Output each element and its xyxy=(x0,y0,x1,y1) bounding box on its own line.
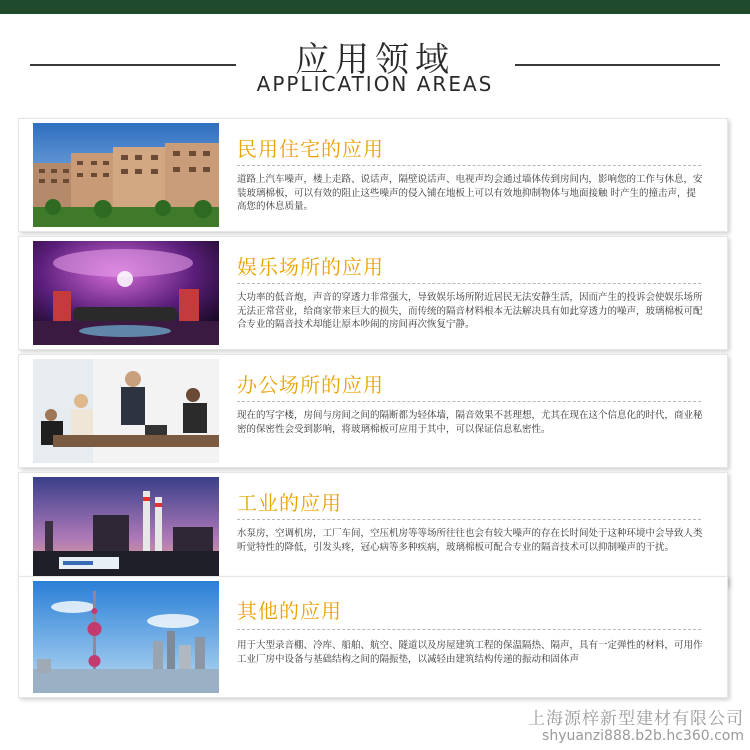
section-card-industrial xyxy=(18,472,728,586)
section-card-residential xyxy=(18,118,728,232)
section-text: 大功率的低音炮，声音的穿透力非常强大，导致娱乐场所附近居民无法安静生活，因而产生的投诉会使娱乐场所无法正常营业，给商家带来巨大的损失，而传统的隔音材料根本无法解决具有如此穿透力的噪声，玻璃棉板可配合专业的隔音技术却能让原本吵闹的房间再次恢复宁静。 xyxy=(237,292,703,330)
section-title: 其他的应用 xyxy=(237,599,342,623)
section-text: 道路上汽车噪声，楼上走路、说话声，隔壁说话声、电视声均会通过墙体传到房间内，影响您的工作与休息，安装玻璃棉板，可以有效的阻止这些噪声的侵入铺在地板上可以有效地抑制物体与地面接触 时产生的撞击声，提高您的休息质量。 xyxy=(237,174,703,212)
page-subtitle: APPLICATION AREAS xyxy=(256,72,494,96)
office-meeting-image xyxy=(33,359,219,463)
company-watermark: 上海源梓新型建材有限公司 xyxy=(528,709,744,729)
residential-buildings-image xyxy=(33,123,219,227)
city-skyline-tower-image xyxy=(33,581,219,693)
page-title: 应用领域 xyxy=(295,40,455,80)
section-divider xyxy=(237,283,701,284)
section-title: 工业的应用 xyxy=(237,491,342,515)
section-text: 水泵房，空调机房，工厂车间，空压机房等等场所往往也会有较大噪声的存在长时间处于这种环境中会导致人类听觉特性的降低，引发头疼，冠心病等多种疾病，玻璃棉板可配合专业的隔音技术可以抑制噪声的干扰。 xyxy=(237,528,703,553)
top-decor-bar xyxy=(0,0,750,14)
company-url-watermark: shyuanzi888.b2b.hc360.com xyxy=(542,728,744,744)
section-text: 用于大型录音棚、冷库、船舶、航空、隧道以及房屋建筑工程的保温隔热、隔声，具有一定弹性的材料，可用作工业厂房中设备与基础结构之间的隔振垫，以减轻由建筑结构传递的振动和固体声 xyxy=(237,640,703,665)
section-title: 娱乐场所的应用 xyxy=(237,255,384,279)
industrial-plant-image xyxy=(33,477,219,581)
section-divider xyxy=(237,401,701,402)
section-divider xyxy=(237,165,701,166)
section-card-other xyxy=(18,576,728,698)
section-card-office xyxy=(18,354,728,468)
section-title: 民用住宅的应用 xyxy=(237,137,384,161)
section-card-entertainment xyxy=(18,236,728,350)
section-divider xyxy=(237,519,701,520)
section-title: 办公场所的应用 xyxy=(237,373,384,397)
section-text: 现在的写字楼，房间与房间之间的隔断都为轻体墙，隔音效果不甚理想，尤其在现在这个信息化的时代，商业秘密的保密性会受到影响，将玻璃棉板可应用于其中，可以保证信息私密性。 xyxy=(237,410,703,435)
section-divider xyxy=(237,629,701,630)
entertainment-venue-image xyxy=(33,241,219,345)
